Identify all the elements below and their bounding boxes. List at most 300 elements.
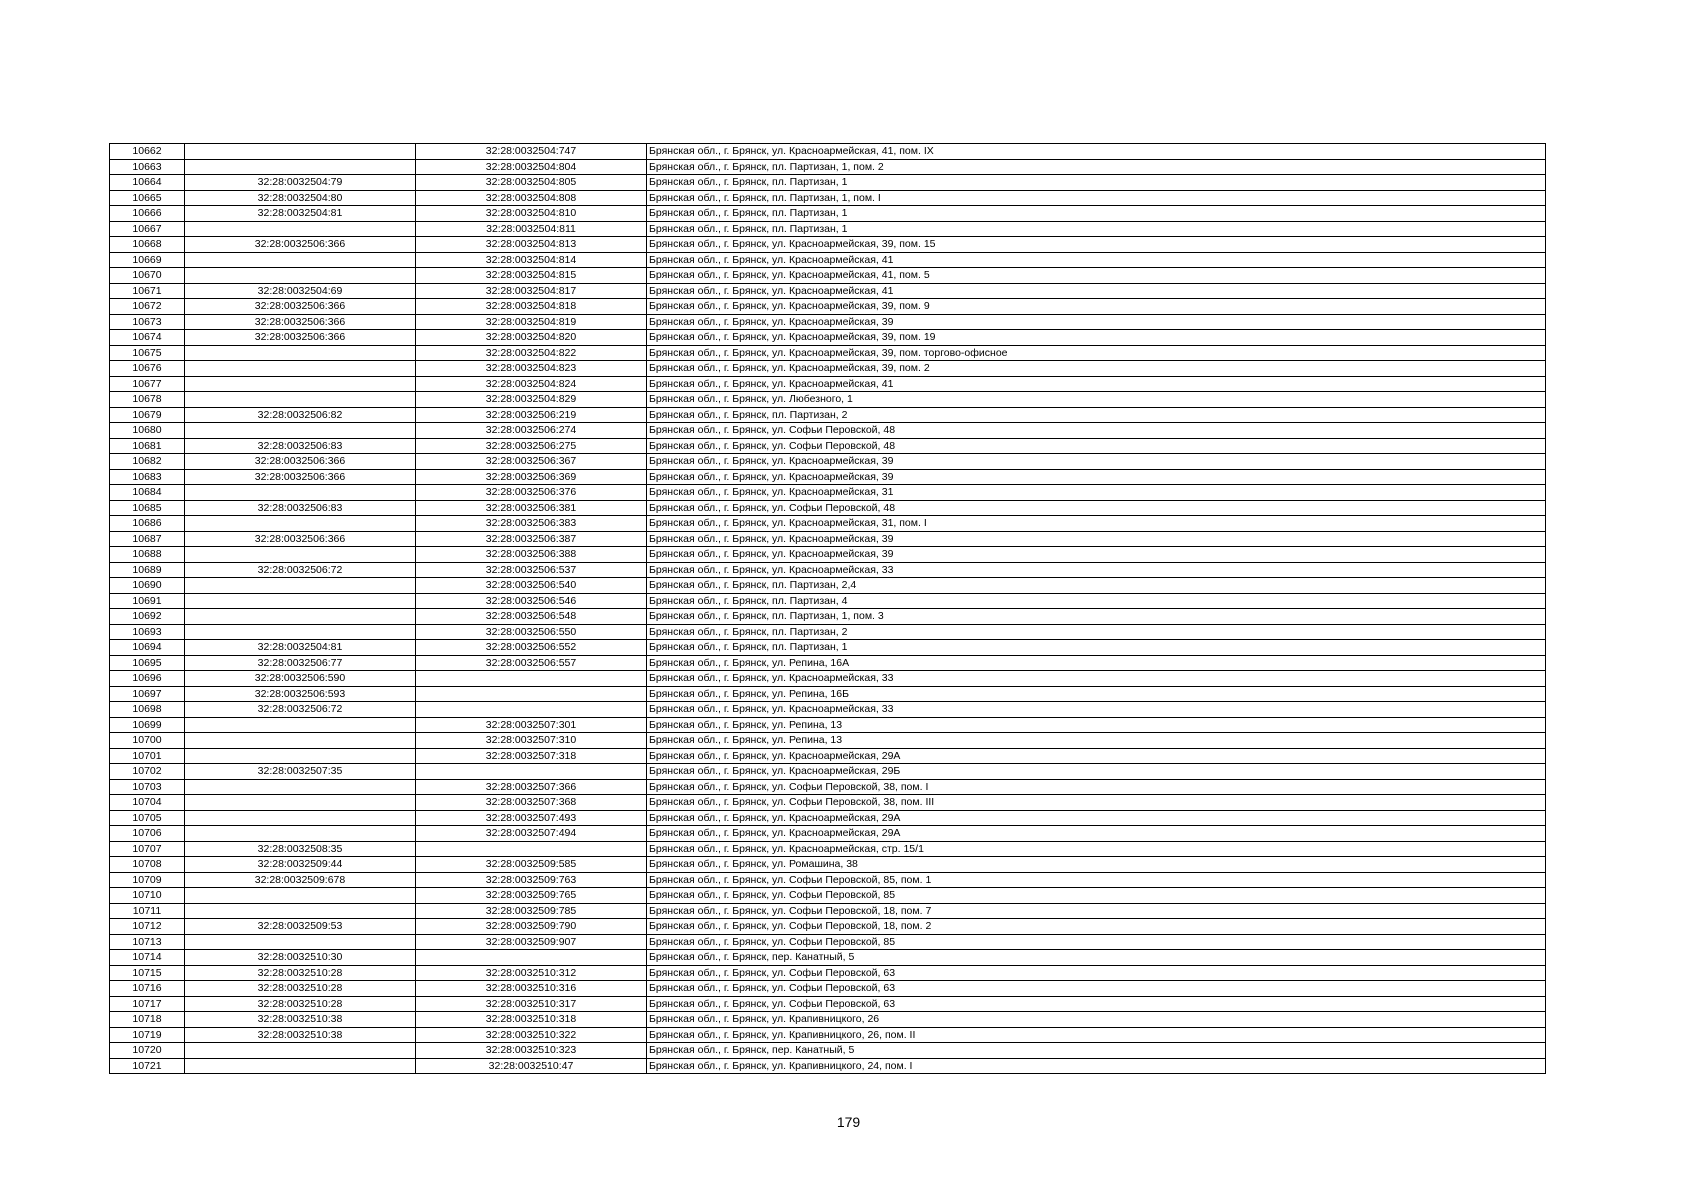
table-row: [110, 190, 1546, 206]
table-row: [110, 795, 1546, 811]
address-cell: Брянская обл., г. Брянск, ул. Софьи Перовской, 63: [647, 996, 1546, 1012]
address-cell: Брянская обл., г. Брянск, ул. Красноармейская, 33: [647, 702, 1546, 718]
table-row: [110, 748, 1546, 764]
table-row: [110, 1012, 1546, 1028]
parcel-number-cell: [185, 748, 416, 764]
table-row: [110, 454, 1546, 470]
object-number-cell: 32:28:0032506:387: [416, 531, 647, 547]
address-cell: Брянская обл., г. Брянск, ул. Софьи Перовской, 48: [647, 500, 1546, 516]
parcel-number-cell: 32:28:0032506:590: [185, 671, 416, 687]
table-row: [110, 981, 1546, 997]
address-cell: Брянская обл., г. Брянск, ул. Красноармейская, 41: [647, 252, 1546, 268]
row-number-cell: 10673: [110, 314, 185, 330]
parcel-number-cell: 32:28:0032510:38: [185, 1012, 416, 1028]
table-row: [110, 624, 1546, 640]
table-row: [110, 330, 1546, 346]
object-number-cell: 32:28:0032509:585: [416, 857, 647, 873]
address-cell: Брянская обл., г. Брянск, ул. Красноармейская, 31: [647, 485, 1546, 501]
table-row: [110, 872, 1546, 888]
row-number-cell: 10681: [110, 438, 185, 454]
row-number-cell: 10698: [110, 702, 185, 718]
object-number-cell: 32:28:0032504:815: [416, 268, 647, 284]
table-row: [110, 593, 1546, 609]
address-cell: Брянская обл., г. Брянск, ул. Красноармейская, 29Б: [647, 764, 1546, 780]
row-number-cell: 10703: [110, 779, 185, 795]
table-row: [110, 919, 1546, 935]
object-number-cell: 32:28:0032504:829: [416, 392, 647, 408]
table-row: [110, 655, 1546, 671]
row-number-cell: 10712: [110, 919, 185, 935]
row-number-cell: 10692: [110, 609, 185, 625]
address-cell: Брянская обл., г. Брянск, ул. Красноармейская, 39, пом. 19: [647, 330, 1546, 346]
parcel-number-cell: 32:28:0032506:83: [185, 500, 416, 516]
parcel-number-cell: [185, 268, 416, 284]
table-row: [110, 686, 1546, 702]
address-cell: Брянская обл., г. Брянск, ул. Крапивницкого, 26: [647, 1012, 1546, 1028]
table-row: [110, 314, 1546, 330]
parcel-number-cell: [185, 516, 416, 532]
address-cell: Брянская обл., г. Брянск, пл. Партизан, 1, пом. 2: [647, 159, 1546, 175]
object-number-cell: 32:28:0032504:823: [416, 361, 647, 377]
parcel-number-cell: 32:28:0032506:72: [185, 702, 416, 718]
page-number: 179: [836, 1114, 861, 1130]
table-row: [110, 345, 1546, 361]
object-number-cell: 32:28:0032507:366: [416, 779, 647, 795]
address-cell: Брянская обл., г. Брянск, ул. Красноармейская, 29А: [647, 748, 1546, 764]
object-number-cell: 32:28:0032510:312: [416, 965, 647, 981]
object-number-cell: 32:28:0032504:819: [416, 314, 647, 330]
object-number-cell: 32:28:0032507:493: [416, 810, 647, 826]
parcel-number-cell: [185, 888, 416, 904]
table-row: [110, 1027, 1546, 1043]
table-row: [110, 531, 1546, 547]
table-row: [110, 500, 1546, 516]
object-number-cell: 32:28:0032507:494: [416, 826, 647, 842]
address-cell: Брянская обл., г. Брянск, пл. Партизан, 1: [647, 206, 1546, 222]
row-number-cell: 10669: [110, 252, 185, 268]
table-row: [110, 764, 1546, 780]
table-row: [110, 221, 1546, 237]
table-row: [110, 299, 1546, 315]
row-number-cell: 10717: [110, 996, 185, 1012]
object-number-cell: 32:28:0032509:765: [416, 888, 647, 904]
address-cell: Брянская обл., г. Брянск, пер. Канатный, 5: [647, 950, 1546, 966]
parcel-number-cell: 32:28:0032504:81: [185, 640, 416, 656]
parcel-number-cell: 32:28:0032506:366: [185, 469, 416, 485]
row-number-cell: 10706: [110, 826, 185, 842]
table-row: [110, 717, 1546, 733]
object-number-cell: 32:28:0032504:808: [416, 190, 647, 206]
object-number-cell: [416, 950, 647, 966]
parcel-number-cell: 32:28:0032507:35: [185, 764, 416, 780]
address-cell: Брянская обл., г. Брянск, ул. Красноармейская, 39: [647, 454, 1546, 470]
parcel-number-cell: 32:28:0032509:53: [185, 919, 416, 935]
row-number-cell: 10718: [110, 1012, 185, 1028]
row-number-cell: 10680: [110, 423, 185, 439]
table-row: [110, 779, 1546, 795]
parcel-number-cell: 32:28:0032506:366: [185, 531, 416, 547]
address-cell: Брянская обл., г. Брянск, пл. Партизан, 2: [647, 624, 1546, 640]
address-cell: Брянская обл., г. Брянск, ул. Ромашина, 38: [647, 857, 1546, 873]
object-number-cell: 32:28:0032504:747: [416, 144, 647, 160]
table-row: [110, 857, 1546, 873]
row-number-cell: 10696: [110, 671, 185, 687]
parcel-number-cell: 32:28:0032506:366: [185, 299, 416, 315]
table-row: [110, 934, 1546, 950]
parcel-number-cell: [185, 1058, 416, 1074]
table-row: [110, 810, 1546, 826]
parcel-number-cell: 32:28:0032504:81: [185, 206, 416, 222]
row-number-cell: 10683: [110, 469, 185, 485]
address-cell: Брянская обл., г. Брянск, ул. Красноармейская, 39: [647, 469, 1546, 485]
object-number-cell: 32:28:0032506:548: [416, 609, 647, 625]
parcel-number-cell: 32:28:0032506:366: [185, 237, 416, 253]
row-number-cell: 10707: [110, 841, 185, 857]
address-cell: Брянская обл., г. Брянск, ул. Красноармейская, 39: [647, 531, 1546, 547]
object-number-cell: 32:28:0032504:818: [416, 299, 647, 315]
row-number-cell: 10709: [110, 872, 185, 888]
address-cell: Брянская обл., г. Брянск, ул. Красноармейская, 31, пом. I: [647, 516, 1546, 532]
object-number-cell: 32:28:0032504:824: [416, 376, 647, 392]
address-cell: Брянская обл., г. Брянск, ул. Софьи Перовской, 85: [647, 888, 1546, 904]
table-row: [110, 469, 1546, 485]
table-row: [110, 252, 1546, 268]
object-number-cell: 32:28:0032506:219: [416, 407, 647, 423]
document-table-container: [109, 143, 1546, 1074]
row-number-cell: 10679: [110, 407, 185, 423]
table-row: [110, 733, 1546, 749]
address-cell: Брянская обл., г. Брянск, ул. Красноармейская, 29А: [647, 826, 1546, 842]
table-row: [110, 1058, 1546, 1074]
row-number-cell: 10697: [110, 686, 185, 702]
row-number-cell: 10670: [110, 268, 185, 284]
address-cell: Брянская обл., г. Брянск, ул. Красноармейская, 39: [647, 314, 1546, 330]
parcel-number-cell: [185, 376, 416, 392]
parcel-number-cell: [185, 361, 416, 377]
parcel-number-cell: 32:28:0032506:366: [185, 454, 416, 470]
row-number-cell: 10705: [110, 810, 185, 826]
object-number-cell: 32:28:0032509:763: [416, 872, 647, 888]
table-row: [110, 950, 1546, 966]
address-cell: Брянская обл., г. Брянск, ул. Красноармейская, стр. 15/1: [647, 841, 1546, 857]
row-number-cell: 10704: [110, 795, 185, 811]
object-number-cell: [416, 764, 647, 780]
row-number-cell: 10686: [110, 516, 185, 532]
table-row: [110, 1043, 1546, 1059]
parcel-number-cell: [185, 221, 416, 237]
object-number-cell: 32:28:0032509:907: [416, 934, 647, 950]
row-number-cell: 10667: [110, 221, 185, 237]
address-cell: Брянская обл., г. Брянск, пл. Партизан, 4: [647, 593, 1546, 609]
address-cell: Брянская обл., г. Брянск, ул. Софьи Перовской, 63: [647, 965, 1546, 981]
row-number-cell: 10671: [110, 283, 185, 299]
object-number-cell: 32:28:0032510:318: [416, 1012, 647, 1028]
row-number-cell: 10682: [110, 454, 185, 470]
object-number-cell: 32:28:0032510:317: [416, 996, 647, 1012]
object-number-cell: 32:28:0032504:813: [416, 237, 647, 253]
row-number-cell: 10711: [110, 903, 185, 919]
row-number-cell: 10662: [110, 144, 185, 160]
parcel-number-cell: 32:28:0032510:30: [185, 950, 416, 966]
address-cell: Брянская обл., г. Брянск, ул. Софьи Перовской, 63: [647, 981, 1546, 997]
object-number-cell: [416, 702, 647, 718]
table-row: [110, 237, 1546, 253]
address-cell: Брянская обл., г. Брянск, ул. Красноармейская, 41, пом. 5: [647, 268, 1546, 284]
table-row: [110, 438, 1546, 454]
parcel-number-cell: 32:28:0032506:366: [185, 330, 416, 346]
address-cell: Брянская обл., г. Брянск, ул. Красноармейская, 41, пом. IX: [647, 144, 1546, 160]
row-number-cell: 10710: [110, 888, 185, 904]
object-number-cell: 32:28:0032506:557: [416, 655, 647, 671]
row-number-cell: 10720: [110, 1043, 185, 1059]
row-number-cell: 10694: [110, 640, 185, 656]
table-row: [110, 392, 1546, 408]
address-cell: Брянская обл., г. Брянск, ул. Репина, 16Б: [647, 686, 1546, 702]
address-cell: Брянская обл., г. Брянск, пл. Партизан, 1: [647, 221, 1546, 237]
parcel-number-cell: [185, 593, 416, 609]
address-cell: Брянская обл., г. Брянск, ул. Красноармейская, 41: [647, 376, 1546, 392]
object-number-cell: 32:28:0032504:822: [416, 345, 647, 361]
table-row: [110, 361, 1546, 377]
row-number-cell: 10713: [110, 934, 185, 950]
row-number-cell: 10685: [110, 500, 185, 516]
object-number-cell: 32:28:0032504:804: [416, 159, 647, 175]
object-number-cell: 32:28:0032506:367: [416, 454, 647, 470]
address-cell: Брянская обл., г. Брянск, ул. Любезного, 1: [647, 392, 1546, 408]
object-number-cell: 32:28:0032504:810: [416, 206, 647, 222]
object-number-cell: [416, 671, 647, 687]
object-number-cell: 32:28:0032506:537: [416, 562, 647, 578]
address-cell: Брянская обл., г. Брянск, ул. Софьи Перовской, 85, пом. 1: [647, 872, 1546, 888]
parcel-number-cell: 32:28:0032506:83: [185, 438, 416, 454]
object-number-cell: 32:28:0032504:817: [416, 283, 647, 299]
object-number-cell: 32:28:0032509:785: [416, 903, 647, 919]
address-cell: Брянская обл., г. Брянск, пл. Партизан, 1, пом. 3: [647, 609, 1546, 625]
address-cell: Брянская обл., г. Брянск, ул. Красноармейская, 29А: [647, 810, 1546, 826]
row-number-cell: 10700: [110, 733, 185, 749]
object-number-cell: 32:28:0032510:316: [416, 981, 647, 997]
table-row: [110, 206, 1546, 222]
row-number-cell: 10688: [110, 547, 185, 563]
row-number-cell: 10715: [110, 965, 185, 981]
object-number-cell: 32:28:0032506:381: [416, 500, 647, 516]
table-row: [110, 283, 1546, 299]
table-row: [110, 423, 1546, 439]
parcel-number-cell: 32:28:0032506:77: [185, 655, 416, 671]
object-number-cell: 32:28:0032510:323: [416, 1043, 647, 1059]
parcel-number-cell: 32:28:0032506:366: [185, 314, 416, 330]
address-cell: Брянская обл., г. Брянск, ул. Софьи Перовской, 48: [647, 438, 1546, 454]
address-cell: Брянская обл., г. Брянск, пл. Партизан, 2,4: [647, 578, 1546, 594]
table-row: [110, 903, 1546, 919]
address-cell: Брянская обл., г. Брянск, ул. Репина, 16А: [647, 655, 1546, 671]
parcel-number-cell: [185, 1043, 416, 1059]
address-cell: Брянская обл., г. Брянск, пер. Канатный, 5: [647, 1043, 1546, 1059]
address-cell: Брянская обл., г. Брянск, ул. Крапивницкого, 26, пом. II: [647, 1027, 1546, 1043]
row-number-cell: 10675: [110, 345, 185, 361]
parcel-number-cell: 32:28:0032506:82: [185, 407, 416, 423]
object-number-cell: 32:28:0032506:552: [416, 640, 647, 656]
address-cell: Брянская обл., г. Брянск, ул. Софьи Перовской, 48: [647, 423, 1546, 439]
address-cell: Брянская обл., г. Брянск, ул. Репина, 13: [647, 717, 1546, 733]
address-cell: Брянская обл., г. Брянск, пл. Партизан, 2: [647, 407, 1546, 423]
parcel-number-cell: [185, 826, 416, 842]
row-number-cell: 10690: [110, 578, 185, 594]
row-number-cell: 10708: [110, 857, 185, 873]
row-number-cell: 10687: [110, 531, 185, 547]
object-number-cell: 32:28:0032504:805: [416, 175, 647, 191]
object-number-cell: 32:28:0032506:540: [416, 578, 647, 594]
table-row: [110, 175, 1546, 191]
parcel-number-cell: 32:28:0032504:80: [185, 190, 416, 206]
table-row: [110, 268, 1546, 284]
row-number-cell: 10702: [110, 764, 185, 780]
parcel-number-cell: [185, 624, 416, 640]
object-number-cell: 32:28:0032509:790: [416, 919, 647, 935]
object-number-cell: 32:28:0032507:368: [416, 795, 647, 811]
row-number-cell: 10714: [110, 950, 185, 966]
row-number-cell: 10674: [110, 330, 185, 346]
parcel-number-cell: [185, 485, 416, 501]
parcel-number-cell: 32:28:0032509:678: [185, 872, 416, 888]
parcel-number-cell: 32:28:0032508:35: [185, 841, 416, 857]
parcel-number-cell: [185, 810, 416, 826]
row-number-cell: 10689: [110, 562, 185, 578]
table-row: [110, 144, 1546, 160]
address-cell: Брянская обл., г. Брянск, ул. Красноармейская, 39: [647, 547, 1546, 563]
object-number-cell: [416, 841, 647, 857]
parcel-number-cell: 32:28:0032510:28: [185, 965, 416, 981]
address-cell: Брянская обл., г. Брянск, ул. Красноармейская, 33: [647, 671, 1546, 687]
row-number-cell: 10678: [110, 392, 185, 408]
parcel-number-cell: 32:28:0032510:28: [185, 996, 416, 1012]
table-row: [110, 826, 1546, 842]
row-number-cell: 10677: [110, 376, 185, 392]
object-number-cell: 32:28:0032510:47: [416, 1058, 647, 1074]
address-cell: Брянская обл., г. Брянск, ул. Красноармейская, 39, пом. 15: [647, 237, 1546, 253]
object-number-cell: 32:28:0032506:376: [416, 485, 647, 501]
parcel-number-cell: [185, 733, 416, 749]
row-number-cell: 10699: [110, 717, 185, 733]
table-row: [110, 159, 1546, 175]
table-row: [110, 671, 1546, 687]
table-body: [110, 144, 1546, 1074]
row-number-cell: 10668: [110, 237, 185, 253]
table-row: [110, 996, 1546, 1012]
parcel-number-cell: [185, 779, 416, 795]
parcel-number-cell: 32:28:0032510:28: [185, 981, 416, 997]
object-number-cell: 32:28:0032507:301: [416, 717, 647, 733]
row-number-cell: 10664: [110, 175, 185, 191]
row-number-cell: 10684: [110, 485, 185, 501]
table-row: [110, 888, 1546, 904]
table-row: [110, 841, 1546, 857]
table-row: [110, 702, 1546, 718]
object-number-cell: 32:28:0032506:274: [416, 423, 647, 439]
parcel-number-cell: 32:28:0032506:72: [185, 562, 416, 578]
object-number-cell: 32:28:0032506:546: [416, 593, 647, 609]
object-number-cell: 32:28:0032506:275: [416, 438, 647, 454]
parcel-number-cell: 32:28:0032504:79: [185, 175, 416, 191]
object-number-cell: 32:28:0032510:322: [416, 1027, 647, 1043]
row-number-cell: 10666: [110, 206, 185, 222]
object-number-cell: 32:28:0032504:820: [416, 330, 647, 346]
address-cell: Брянская обл., г. Брянск, ул. Красноармейская, 41: [647, 283, 1546, 299]
row-number-cell: 10701: [110, 748, 185, 764]
object-number-cell: 32:28:0032504:811: [416, 221, 647, 237]
object-number-cell: 32:28:0032506:550: [416, 624, 647, 640]
table-row: [110, 562, 1546, 578]
row-number-cell: 10716: [110, 981, 185, 997]
row-number-cell: 10663: [110, 159, 185, 175]
parcel-number-cell: [185, 252, 416, 268]
parcel-number-cell: [185, 578, 416, 594]
row-number-cell: 10695: [110, 655, 185, 671]
table-row: [110, 485, 1546, 501]
parcel-number-cell: [185, 903, 416, 919]
object-number-cell: 32:28:0032504:814: [416, 252, 647, 268]
object-number-cell: 32:28:0032506:369: [416, 469, 647, 485]
table-row: [110, 516, 1546, 532]
row-number-cell: 10665: [110, 190, 185, 206]
cadastral-table: [109, 143, 1546, 1074]
parcel-number-cell: 32:28:0032509:44: [185, 857, 416, 873]
address-cell: Брянская обл., г. Брянск, ул. Красноармейская, 33: [647, 562, 1546, 578]
object-number-cell: 32:28:0032506:388: [416, 547, 647, 563]
address-cell: Брянская обл., г. Брянск, ул. Софьи Перовской, 38, пом. III: [647, 795, 1546, 811]
address-cell: Брянская обл., г. Брянск, ул. Софьи Перовской, 18, пом. 7: [647, 903, 1546, 919]
parcel-number-cell: 32:28:0032504:69: [185, 283, 416, 299]
table-row: [110, 407, 1546, 423]
table-row: [110, 609, 1546, 625]
table-row: [110, 640, 1546, 656]
parcel-number-cell: [185, 547, 416, 563]
parcel-number-cell: [185, 345, 416, 361]
parcel-number-cell: 32:28:0032506:593: [185, 686, 416, 702]
address-cell: Брянская обл., г. Брянск, ул. Красноармейская, 39, пом. 9: [647, 299, 1546, 315]
address-cell: Брянская обл., г. Брянск, ул. Софьи Перовской, 18, пом. 2: [647, 919, 1546, 935]
address-cell: Брянская обл., г. Брянск, ул. Софьи Перовской, 85: [647, 934, 1546, 950]
parcel-number-cell: [185, 934, 416, 950]
table-row: [110, 965, 1546, 981]
row-number-cell: 10672: [110, 299, 185, 315]
row-number-cell: 10721: [110, 1058, 185, 1074]
address-cell: Брянская обл., г. Брянск, пл. Партизан, 1: [647, 175, 1546, 191]
parcel-number-cell: [185, 609, 416, 625]
table-row: [110, 547, 1546, 563]
address-cell: Брянская обл., г. Брянск, ул. Крапивницкого, 24, пом. I: [647, 1058, 1546, 1074]
row-number-cell: 10693: [110, 624, 185, 640]
address-cell: Брянская обл., г. Брянск, ул. Репина, 13: [647, 733, 1546, 749]
row-number-cell: 10719: [110, 1027, 185, 1043]
parcel-number-cell: [185, 717, 416, 733]
table-row: [110, 578, 1546, 594]
parcel-number-cell: [185, 795, 416, 811]
parcel-number-cell: 32:28:0032510:38: [185, 1027, 416, 1043]
parcel-number-cell: [185, 144, 416, 160]
row-number-cell: 10676: [110, 361, 185, 377]
row-number-cell: 10691: [110, 593, 185, 609]
address-cell: Брянская обл., г. Брянск, ул. Красноармейская, 39, пом. 2: [647, 361, 1546, 377]
address-cell: Брянская обл., г. Брянск, пл. Партизан, 1, пом. I: [647, 190, 1546, 206]
table-row: [110, 376, 1546, 392]
object-number-cell: [416, 686, 647, 702]
parcel-number-cell: [185, 392, 416, 408]
parcel-number-cell: [185, 159, 416, 175]
object-number-cell: 32:28:0032506:383: [416, 516, 647, 532]
object-number-cell: 32:28:0032507:310: [416, 733, 647, 749]
address-cell: Брянская обл., г. Брянск, ул. Красноармейская, 39, пом. торгово-офисное: [647, 345, 1546, 361]
